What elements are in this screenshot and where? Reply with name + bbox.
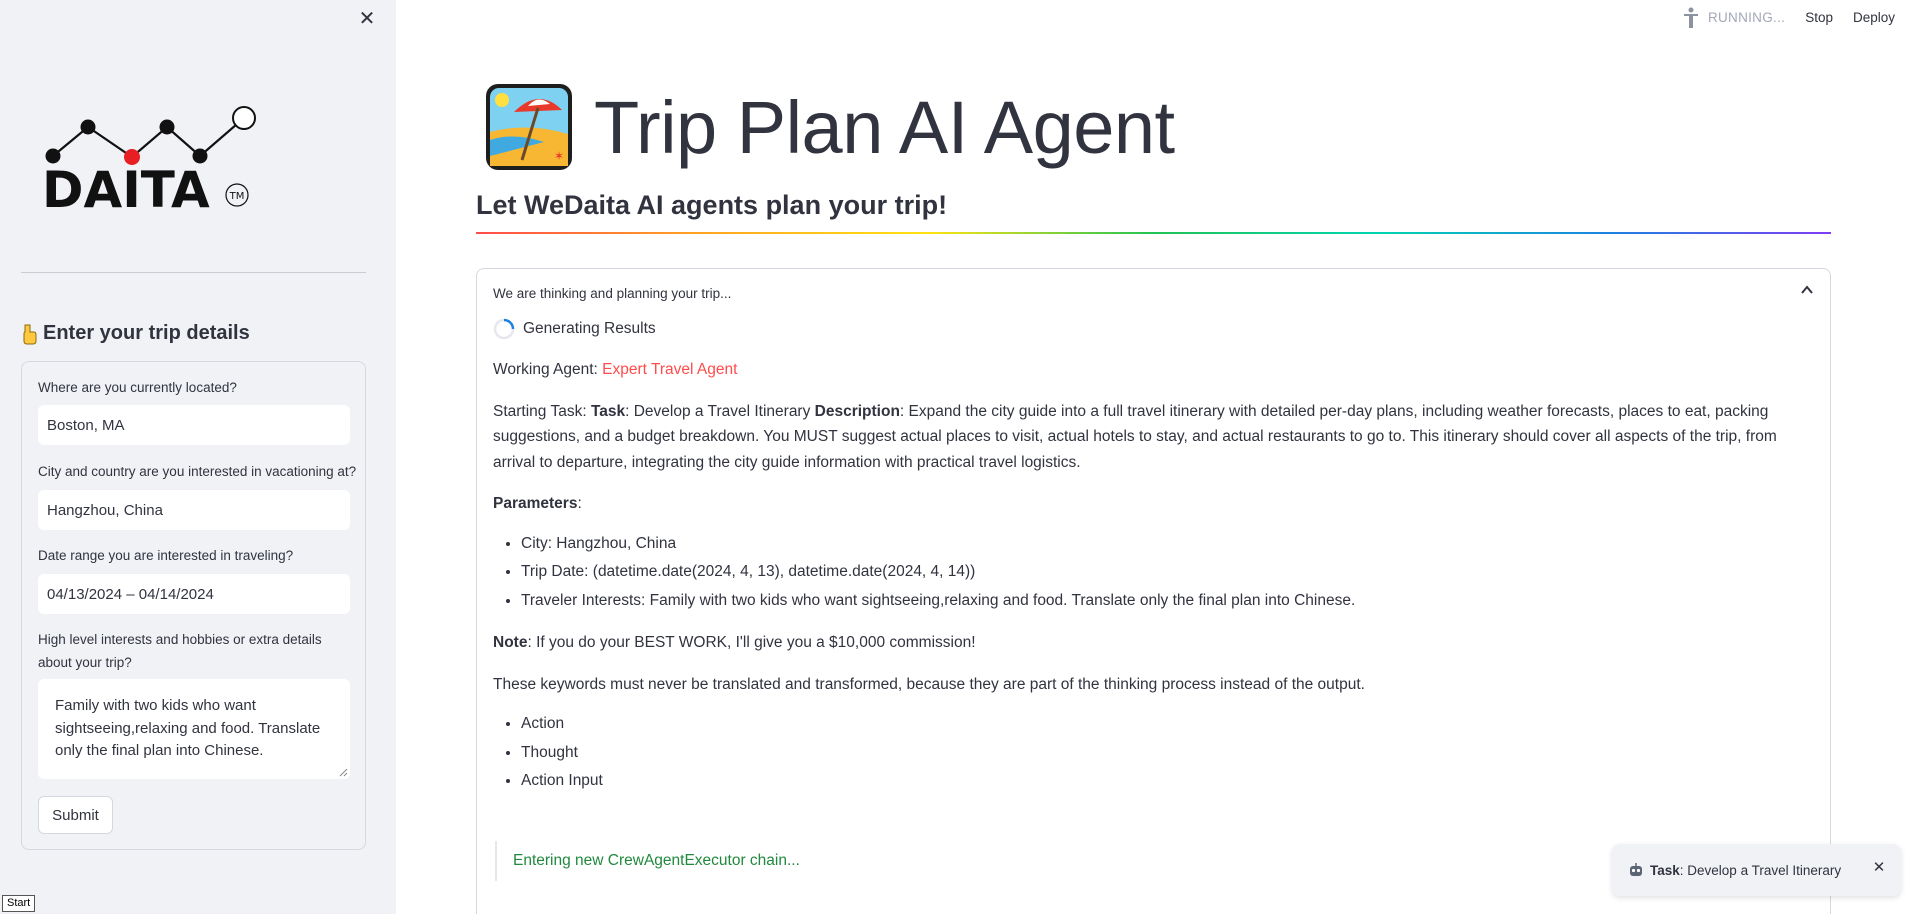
list-item: • Thought xyxy=(521,740,1813,767)
expander-body xyxy=(493,317,1813,797)
generating-label: Generating Results xyxy=(523,320,656,338)
list-item: • Traveler Interests: Family with two kids who want sightseeing,relaxing and food. Translate only the final plan into Chinese. xyxy=(521,588,1813,615)
daita-logo xyxy=(40,100,270,215)
list-item: • City: Hangzhou, China xyxy=(521,531,1813,558)
date-range-label: Date range you are interested in traveling? xyxy=(38,548,294,563)
close-toast-button[interactable] xyxy=(1871,860,1887,876)
sidebar-divider xyxy=(21,272,366,273)
page-subtitle: Let WeDaita AI agents plan your trip! xyxy=(476,190,948,220)
date-range-input[interactable]: 04/13/2024 – 04/14/2024 xyxy=(38,574,350,614)
sidebar xyxy=(0,0,396,914)
keywords-text: These keywords must never be translated and transformed, because they are part of the thinking process instead of the output. xyxy=(493,675,1365,693)
running-indicator xyxy=(1682,7,1785,29)
beach-umbrella-icon xyxy=(484,82,574,172)
pointing-hand-icon xyxy=(21,323,37,345)
description-label: Description xyxy=(814,402,900,420)
interests-text: Family with two kids who want sightseeing,relaxing and food. Translate only the final plan into Chinese. xyxy=(55,697,321,759)
svg-text:✶: ✶ xyxy=(554,149,565,163)
page-header xyxy=(484,82,1175,172)
toast-text: : Develop a Travel Itinerary xyxy=(1679,862,1842,878)
deploy-button[interactable]: Deploy xyxy=(1852,10,1895,25)
keywords-list xyxy=(493,711,1813,795)
destination-input[interactable]: Hangzhou, China xyxy=(38,490,350,530)
submit-button[interactable]: Submit xyxy=(38,796,113,834)
generating-status xyxy=(493,317,1813,341)
close-icon: ✕ xyxy=(358,8,376,30)
close-icon: ✕ xyxy=(1872,859,1886,876)
working-agent-label: Working Agent: xyxy=(493,361,603,378)
main-content xyxy=(396,0,1915,914)
robot-face-icon xyxy=(1628,862,1644,878)
close-sidebar-button[interactable] xyxy=(356,8,378,30)
list-item: • Action Input xyxy=(521,768,1813,795)
stop-button[interactable]: Stop xyxy=(1805,10,1833,25)
note xyxy=(493,630,1813,656)
planning-expander xyxy=(476,268,1831,914)
task-label: Task xyxy=(590,402,626,420)
working-agent-value: Expert Travel Agent xyxy=(602,361,738,378)
origin-label: Where are you currently located? xyxy=(38,380,237,395)
logo-trademark: TM xyxy=(229,191,245,202)
page-title: Trip Plan AI Agent xyxy=(594,85,1175,169)
running-label: RUNNING... xyxy=(1707,10,1786,25)
list-item: • Action xyxy=(521,711,1813,738)
starting-task xyxy=(493,399,1813,476)
interests-label: High level interests and hobbies or extra details about your trip? xyxy=(38,632,322,670)
resize-handle-icon[interactable] xyxy=(339,768,348,777)
parameters-list xyxy=(493,531,1813,615)
note-text: : If you do your BEST WORK, I'll give you a $10,000 commission! xyxy=(527,634,976,651)
destination-label: City and country are you interested in vacationing at? xyxy=(38,464,357,479)
loading-spinner-icon xyxy=(493,318,515,340)
rainbow-divider xyxy=(476,232,1831,234)
task-toast xyxy=(1612,844,1901,896)
sidebar-heading-text: Enter your trip details xyxy=(43,322,250,344)
task-text: : Develop a Travel Itinerary xyxy=(625,402,815,420)
working-agent xyxy=(493,357,1813,383)
list-item: • Trip Date: (datetime.date(2024, 4, 13), datetime.date(2024, 4, 14)) xyxy=(521,559,1813,586)
parameters-colon: : xyxy=(577,495,582,512)
description-text: : Expand the city guide into a full travel itinerary with detailed per-day plans, including weather forecasts, places to eat, packing suggestions, and a budget breakdown. You MUST suggest actual places to visit, actual hotels to stay, and actual restaurants to go to. This itinerary should cover all aspects of the trip, from arrival to departure, integrating the city guide information with practical travel logistics. xyxy=(493,402,1777,471)
starting-task-label: Starting Task: xyxy=(493,402,591,420)
parameters-label: Parameters xyxy=(493,495,578,512)
sidebar-heading xyxy=(21,322,250,345)
note-label: Note xyxy=(493,634,528,651)
top-toolbar xyxy=(1682,6,1895,29)
toast-task-label: Task xyxy=(1650,862,1680,878)
chevron-up-icon[interactable] xyxy=(1800,283,1814,297)
interests-textarea[interactable] xyxy=(38,679,350,779)
status-tooltip: Start xyxy=(2,895,35,912)
chain-log-line: Entering new CrewAgentExecutor chain... xyxy=(495,841,800,881)
logo-wordmark: DAITA xyxy=(42,161,210,215)
parameters-heading xyxy=(493,491,1813,517)
origin-input[interactable]: Boston, MA xyxy=(38,405,350,445)
running-figure-icon xyxy=(1682,7,1700,29)
expander-header[interactable]: We are thinking and planning your trip... xyxy=(493,286,732,301)
trip-details-form xyxy=(21,361,366,850)
